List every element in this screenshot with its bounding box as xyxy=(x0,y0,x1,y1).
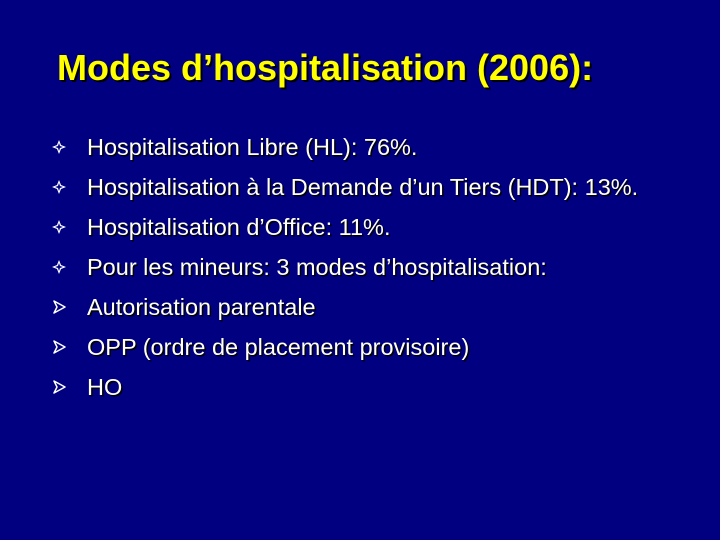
bullet-item xyxy=(52,133,692,161)
bullet-text: OPP (ordre de placement provisoire) xyxy=(87,334,470,360)
bullet-text: Hospitalisation d’Office: 11%. xyxy=(87,214,391,240)
bullet-list xyxy=(52,133,692,413)
diamond-bullet-icon xyxy=(52,253,72,281)
bullet-text: Autorisation parentale xyxy=(87,294,316,320)
bullet-item xyxy=(52,213,692,241)
bullet-text: Hospitalisation à la Demande d’un Tiers (HDT): 13%. xyxy=(87,174,639,200)
bullet-text: Hospitalisation Libre (HL): 76%. xyxy=(87,134,418,160)
bullet-item xyxy=(52,373,692,401)
bullet-item xyxy=(52,293,692,321)
bullet-item xyxy=(52,333,692,361)
bullet-item xyxy=(52,253,692,281)
diamond-bullet-icon xyxy=(52,173,72,201)
slide-title: Modes d’hospitalisation (2006): xyxy=(57,47,594,88)
arrow-bullet-icon xyxy=(52,293,72,321)
bullet-text: Pour les mineurs: 3 modes d’hospitalisation: xyxy=(87,254,547,280)
bullet-text: HO xyxy=(87,374,123,400)
diamond-bullet-icon xyxy=(52,133,72,161)
bullet-item xyxy=(52,173,677,201)
diamond-bullet-icon xyxy=(52,213,72,241)
arrow-bullet-icon xyxy=(52,373,72,401)
arrow-bullet-icon xyxy=(52,333,72,361)
